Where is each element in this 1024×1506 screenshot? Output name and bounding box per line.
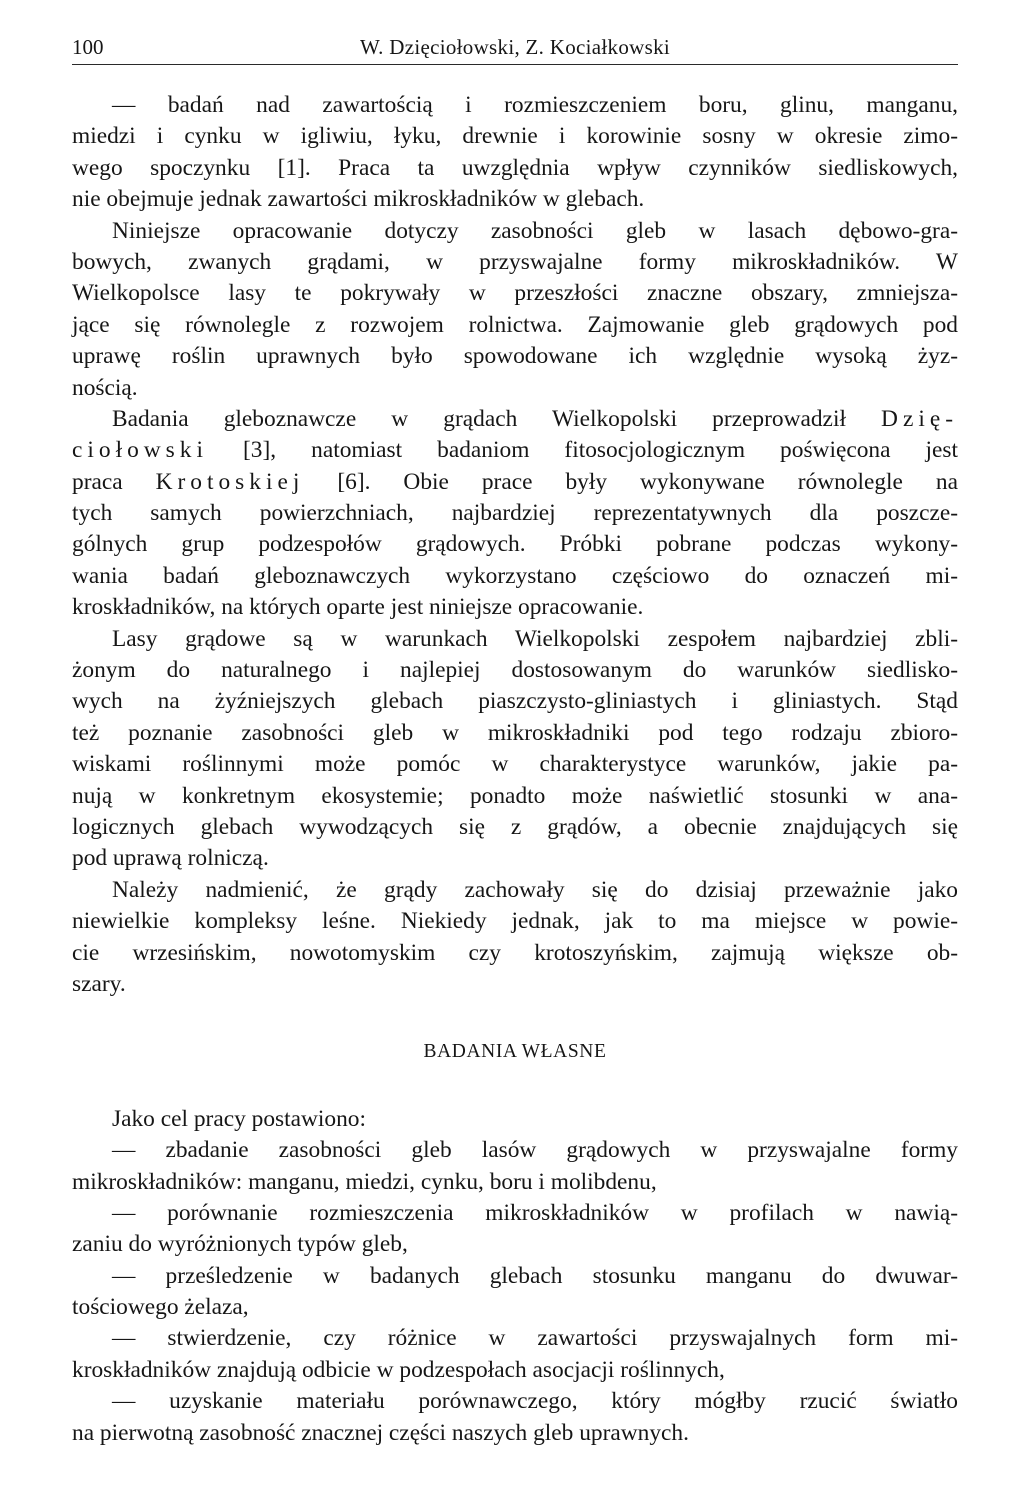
text-line: Należy nadmienić, że grądy zachowały się do dzisiaj przeważnie jako <box>112 876 958 903</box>
text-line: niewielkie kompleksy leśne. Niekiedy jednak, jak to ma miejsce w powie- <box>72 908 958 935</box>
text-fragment: praca <box>72 468 156 495</box>
spacer <box>72 1068 958 1104</box>
text-line: też poznanie zasobności gleb w mikroskładniki pod tego rodzaju zbioro- <box>72 719 958 746</box>
goal-item-continued: na pierwotną zasobność znacznej części naszych gleb uprawnych. <box>72 1419 689 1446</box>
spacer <box>72 1000 958 1036</box>
paragraph-1 <box>72 90 958 216</box>
text-line: nują w konkretnym ekosystemie; ponadto może naświetlić stosunki w ana- <box>72 782 958 809</box>
text-line: tych samych powierzchniach, najbardziej reprezentatywnych dla poszcze- <box>72 500 958 527</box>
author-name: Krotoskiej <box>155 468 305 495</box>
text-line: wiskami roślinnymi może pomóc w charakterystyce warunków, jakie pa- <box>72 751 958 778</box>
goal-item-continued: tościowego żelaza, <box>72 1294 249 1321</box>
text-line: kroskładników, na których oparte jest niniejsze opracowanie. <box>72 594 644 621</box>
goal-item: — zbadanie zasobności gleb lasów grądowych w przyswajalne formy <box>112 1137 958 1164</box>
text-fragment: Badania gleboznawcze w grądach Wielkopolski przeprowadził <box>112 405 882 432</box>
paragraph-5 <box>72 875 958 1001</box>
goal-item: — uzyskanie materiału porównawczego, który mógłby rzucić światło <box>112 1388 958 1415</box>
paragraph-4 <box>72 624 958 875</box>
text-line: Wielkopolsce lasy te pokrywały w przeszłości znaczne obszary, zmniejsza- <box>72 280 958 307</box>
author-name: ciołowski <box>72 437 208 464</box>
goals-list <box>72 1104 958 1449</box>
text-line: nością. <box>72 374 138 401</box>
text-fragment: [3], natomiast badaniom fitosocjologicznym poświęcona jest <box>207 437 958 464</box>
page-number: 100 <box>72 35 104 59</box>
text-line: miedzi i cynku w igliwiu, łyku, drewnie i korowinie sosny w okresie zimo- <box>72 123 958 150</box>
text-line: żonym do naturalnego i najlepiej dostosowanym do warunków siedlisko- <box>72 657 958 684</box>
text-line: Niniejsze opracowanie dotyczy zasobności gleb w lasach dębowo-gra- <box>112 217 958 244</box>
text-line: logicznych glebach wywodzących się z grądów, a obecnie znajdujących się <box>72 813 958 840</box>
goal-item-continued: mikroskładników: manganu, miedzi, cynku, boru i molibdenu, <box>72 1168 657 1195</box>
paragraph-2 <box>72 216 958 404</box>
running-title: W. Dzięciołowski, Z. Kociałkowski <box>359 35 671 59</box>
author-name: Dzię- <box>881 405 958 432</box>
running-header <box>72 34 958 65</box>
text-line <box>72 404 958 435</box>
text-line <box>72 435 958 466</box>
goal-item: — prześledzenie w badanych glebach stosunku manganu do dwuwar- <box>112 1262 958 1289</box>
text-line: wych na żyźniejszych glebach piaszczysto-gliniastych i gliniastych. Stąd <box>72 688 958 715</box>
text-line: wania badań gleboznawczych wykorzystano częściowo do oznaczeń mi- <box>72 562 958 589</box>
body-text <box>72 90 958 1449</box>
text-line: bowych, zwanych grądami, w przyswajalne formy mikroskładników. W <box>72 248 958 275</box>
text-line: jące się równolegle z rozwojem rolnictwa. Zajmowanie gleb grądowych pod <box>72 311 958 338</box>
section-heading: BADANIA WŁASNE <box>423 1041 607 1063</box>
text-line: gólnych grup podzespołów grądowych. Próbki pobrane podczas wykony- <box>72 531 958 558</box>
goal-item-continued: kroskładników znajdują odbicie w podzespołach asocjacji roślinnych, <box>72 1356 725 1383</box>
text-line: szary. <box>72 970 126 997</box>
paragraph-3 <box>72 404 958 624</box>
text-line: wego spoczynku [1]. Praca ta uwzględnia wpływ czynników siedliskowych, <box>72 154 958 181</box>
text-line: nie obejmuje jednak zawartości mikroskładników w glebach. <box>72 186 645 213</box>
text-line: — badań nad zawartością i rozmieszczeniem boru, glinu, manganu, <box>112 92 958 118</box>
goals-intro: Jako cel pracy postawiono: <box>112 1105 366 1132</box>
text-line: Lasy grądowe są w warunkach Wielkopolski zespołem najbardziej zbli- <box>112 625 958 652</box>
text-line: cie wrzesińskim, nowotomyskim czy krotoszyńskim, zajmują większe ob- <box>72 939 958 966</box>
goal-item-continued: zaniu do wyróżnionych typów gleb, <box>72 1231 408 1258</box>
goal-item: — stwierdzenie, czy różnice w zawartości przyswajalnych form mi- <box>112 1325 958 1352</box>
goal-item: — porównanie rozmieszczenia mikroskładników w profilach w nawią- <box>112 1199 958 1226</box>
text-line: uprawę roślin uprawnych było spowodowane ich względnie wysoką żyz- <box>72 343 958 370</box>
text-fragment: [6]. Obie prace były wykonywane równolegle na <box>304 468 958 495</box>
text-line: pod uprawą rolniczą. <box>72 845 269 872</box>
text-line <box>72 467 958 498</box>
